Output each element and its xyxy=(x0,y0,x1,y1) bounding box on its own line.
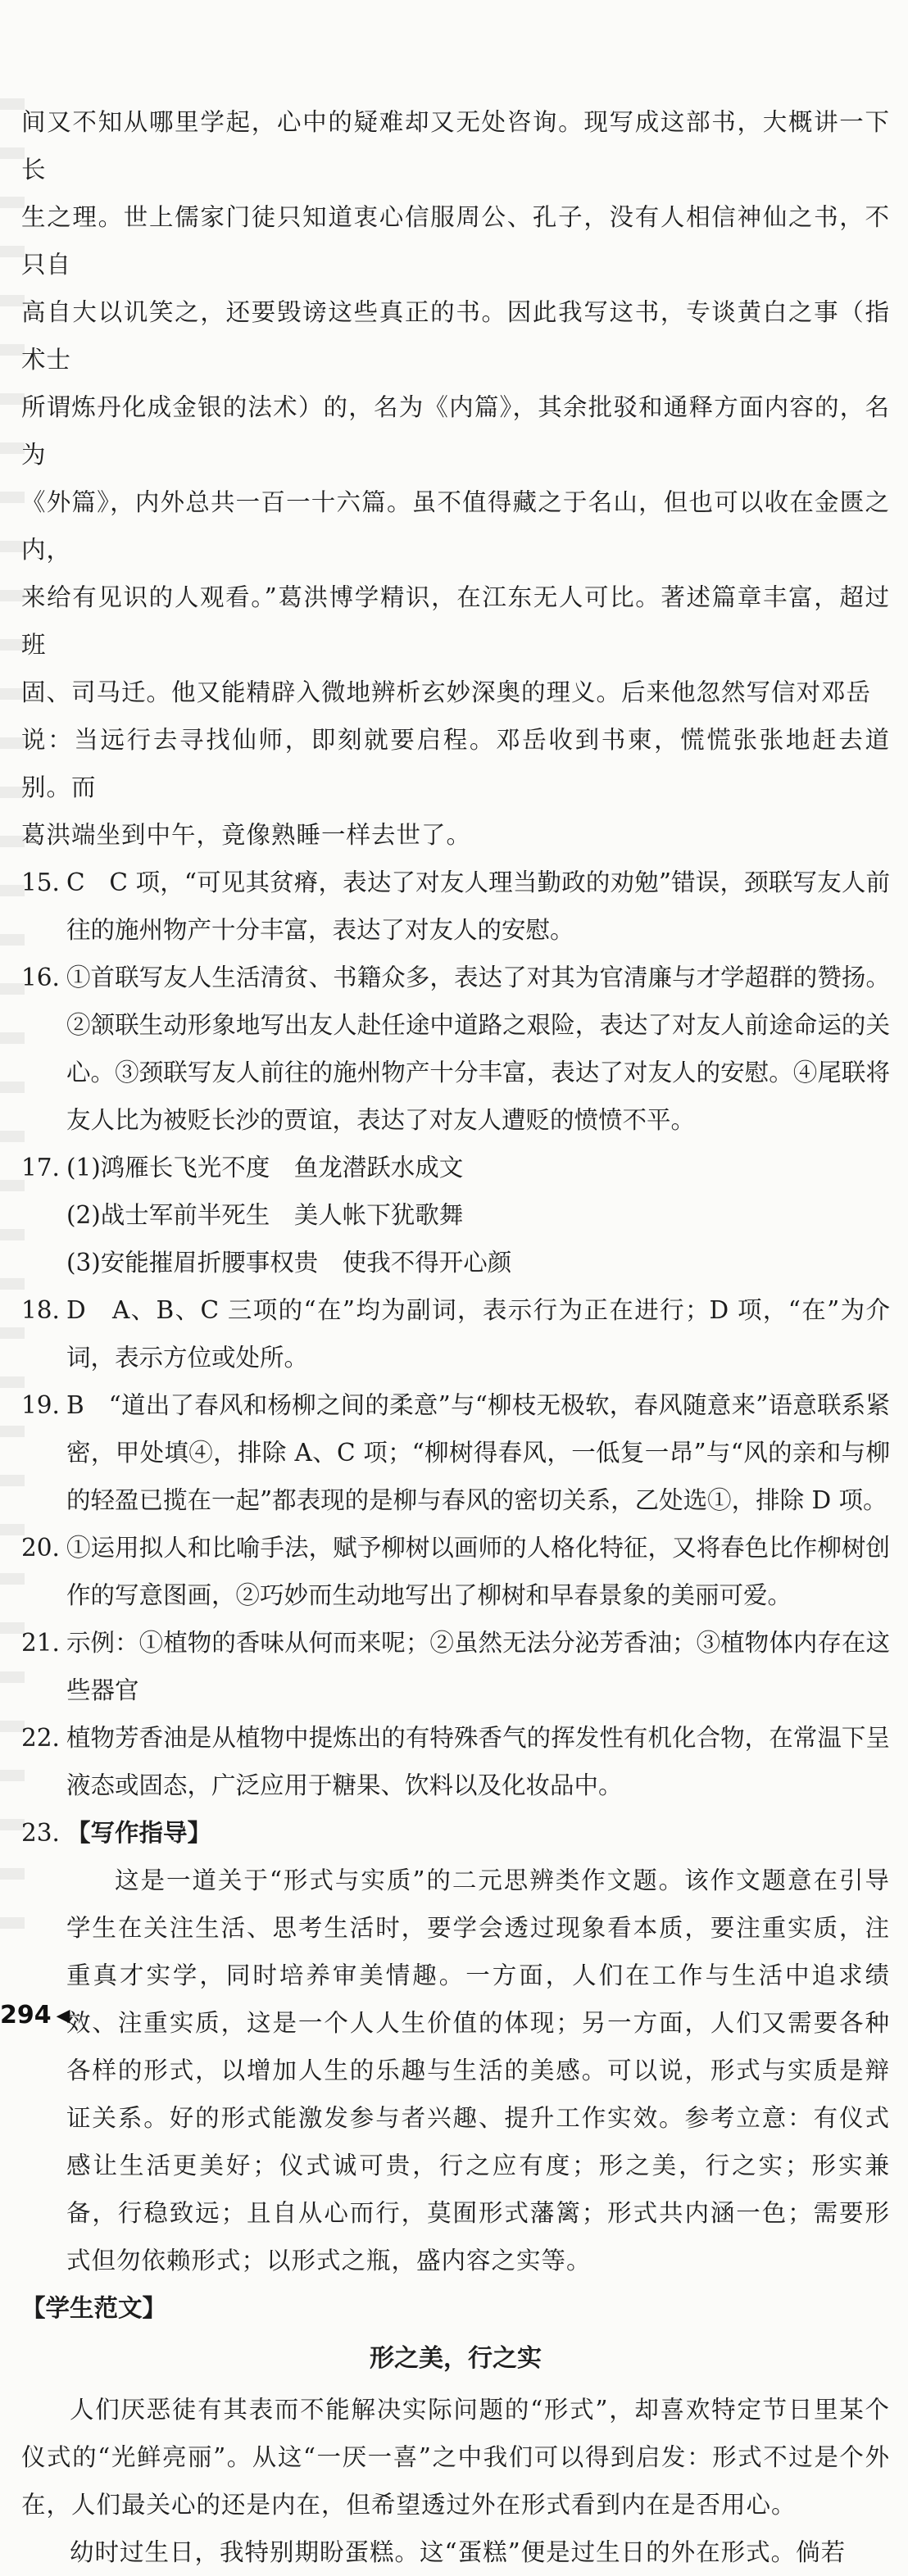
translation-line: 《外篇》，内外总共一百一十六篇。虽不值得藏之于名山，但也可以收在金匮之内， xyxy=(21,488,890,564)
sample-essay-heading: 【学生范文】 xyxy=(21,2293,167,2322)
answer-18 xyxy=(21,1286,890,1381)
question-number: 19. xyxy=(21,1391,60,1419)
answer-15 xyxy=(21,859,890,954)
answer-text: 植物芳香油是从植物中提炼出的有特殊香气的挥发性有机化合物，在常温下呈液态或固态，广泛应用于糖果、饮料以及化妆品中。 xyxy=(66,1724,890,1799)
translation-line: 生之理。世上儒家门徒只知道衷心信服周公、孔子，没有人相信神仙之书，不只自 xyxy=(21,203,890,279)
question-number: 21. xyxy=(21,1629,60,1657)
answer-19 xyxy=(21,1381,890,1524)
page-footer xyxy=(0,2001,70,2030)
answer-text: 示例：①植物的香味从何而来呢；②虽然无法分泌芳香油；③植物体内存在这些器官 xyxy=(66,1629,890,1704)
question-number: 15. xyxy=(21,868,60,896)
answer-text: B “道出了春风和杨柳之间的柔意”与“柳枝无极软，春风随意来”语意联系紧密，甲处填④，排除 A、C 项；“柳树得春风，一低复一昂”与“风的亲和与柳的轻盈已揽在一起”都表现的是柳与春风的密切关系，乙处选①，排除 D 项。 xyxy=(66,1391,890,1514)
essay-paragraph: 幼时过生日，我特别期盼蛋糕。这“蛋糕”便是过生日的外在形式。倘若 xyxy=(70,2538,847,2566)
question-number: 23. xyxy=(21,1819,60,1847)
essay-paragraph: 人们厌恶徒有其表而不能解决实际问题的“形式”，却喜欢特定节日里某个仪式的“光鲜亮丽”。从这“一厌一喜”之中我们可以得到启发：形式不过是个外在，人们最关心的还是内在，但希望透过外在形式看到内在是否用心。 xyxy=(21,2396,890,2519)
answer-line: (3)安能摧眉折腰事权贵 使我不得开心颜 xyxy=(66,1249,512,1277)
essay-title: 形之美，行之实 xyxy=(370,2344,542,2373)
answer-line: (2)战士军前半死生 美人帐下犹歌舞 xyxy=(66,1201,464,1229)
page-number: 294 xyxy=(0,2001,52,2030)
translation-line: 间又不知从哪里学起，心中的疑难却又无处咨询。现写成这部书，大概讲一下长 xyxy=(21,108,890,184)
question-number: 17. xyxy=(21,1154,60,1181)
translation-line: 葛洪端坐到中午，竟像熟睡一样去世了。 xyxy=(21,821,472,849)
answer-17 xyxy=(21,1144,890,1286)
page-content xyxy=(21,98,890,2576)
answer-16 xyxy=(21,954,890,1144)
question-number: 20. xyxy=(21,1534,60,1562)
answer-text: C C 项，“可见其贫瘠，表达了对友人理当勤政的劝勉”错误，颈联写友人前往的施州物产十分丰富，表达了对友人的安慰。 xyxy=(66,868,890,944)
answer-22 xyxy=(21,1714,890,1809)
answer-23 xyxy=(21,1809,890,1857)
question-number: 22. xyxy=(21,1724,60,1752)
translation-line: 所谓炼丹化成金银的法术）的，名为《内篇》，其余批驳和通释方面内容的，名为 xyxy=(21,393,890,469)
translation-block xyxy=(21,98,890,859)
translation-line: 来给有见识的人观看。”葛洪博学精识，在江东无人可比。著述篇章丰富，超过班 xyxy=(21,583,890,659)
answer-text: ①运用拟人和比喻手法，赋予柳树以画师的人格化特征，又将春色比作柳树创作的写意图画，②巧妙而生动地写出了柳树和早春景象的美丽可爱。 xyxy=(66,1534,890,1609)
answer-21 xyxy=(21,1619,890,1714)
triangle-left-icon: ◀ xyxy=(56,2006,70,2026)
answer-line: (1)鸿雁长飞光不度 鱼龙潜跃水成文 xyxy=(66,1154,464,1181)
answer-20 xyxy=(21,1524,890,1619)
question-number: 18. xyxy=(21,1296,60,1324)
answer-text: ①首联写友人生活清贫、书籍众多，表达了对其为官清廉与才学超群的赞扬。②颔联生动形象地写出友人赴任途中道路之艰险，表达了对友人前途命运的关心。③颈联写友人前往的施州物产十分丰富，表达了对友人的安慰。④尾联将友人比为被贬长沙的贾谊，表达了对友人遭贬的愤愤不平。 xyxy=(66,964,890,1134)
question-number: 16. xyxy=(21,964,60,991)
translation-line: 高自大以讥笑之，还要毁谤这些真正的书。因此我写这书，专谈黄白之事（指术士 xyxy=(21,298,890,374)
writing-guide-heading: 【写作指导】 xyxy=(66,1818,212,1847)
answer-text: D A、B、C 三项的“在”均为副词，表示行为正在进行；D 项，“在”为介词，表示方位或处所。 xyxy=(66,1296,890,1372)
writing-guide-text: 这是一道关于“形式与实质”的二元思辨类作文题。该作文题意在引导学生在关注生活、思考生活时，要学会透过现象看本质，要注重实质，注重真才实学，同时培养审美情趣。一方面，人们在工作与生活中追求绩效、注重实质，这是一个人人生价值的体现；另一方面，人们又需要各种各样的形式，以增加人生的乐趣与生活的美感。可以说，形式与实质是辩证关系。好的形式能激发参与者兴趣、提升工作实效。参考立意：有仪式感让生活更美好；仪式诚可贵，行之应有度；形之美，行之实；形实兼备，行稳致远；且自从心而行，莫囿形式藩篱；形式共内涵一色；需要形式但勿依赖形式；以形式之瓶，盛内容之实等。 xyxy=(66,1866,890,2274)
translation-line: 固、司马迁。他又能精辟入微地辨析玄妙深奥的理义。后来他忽然写信对邓岳 xyxy=(21,678,872,706)
translation-line: 说：当远行去寻找仙师，即刻就要启程。邓岳收到书柬，慌慌张张地赶去道别。而 xyxy=(21,726,890,801)
